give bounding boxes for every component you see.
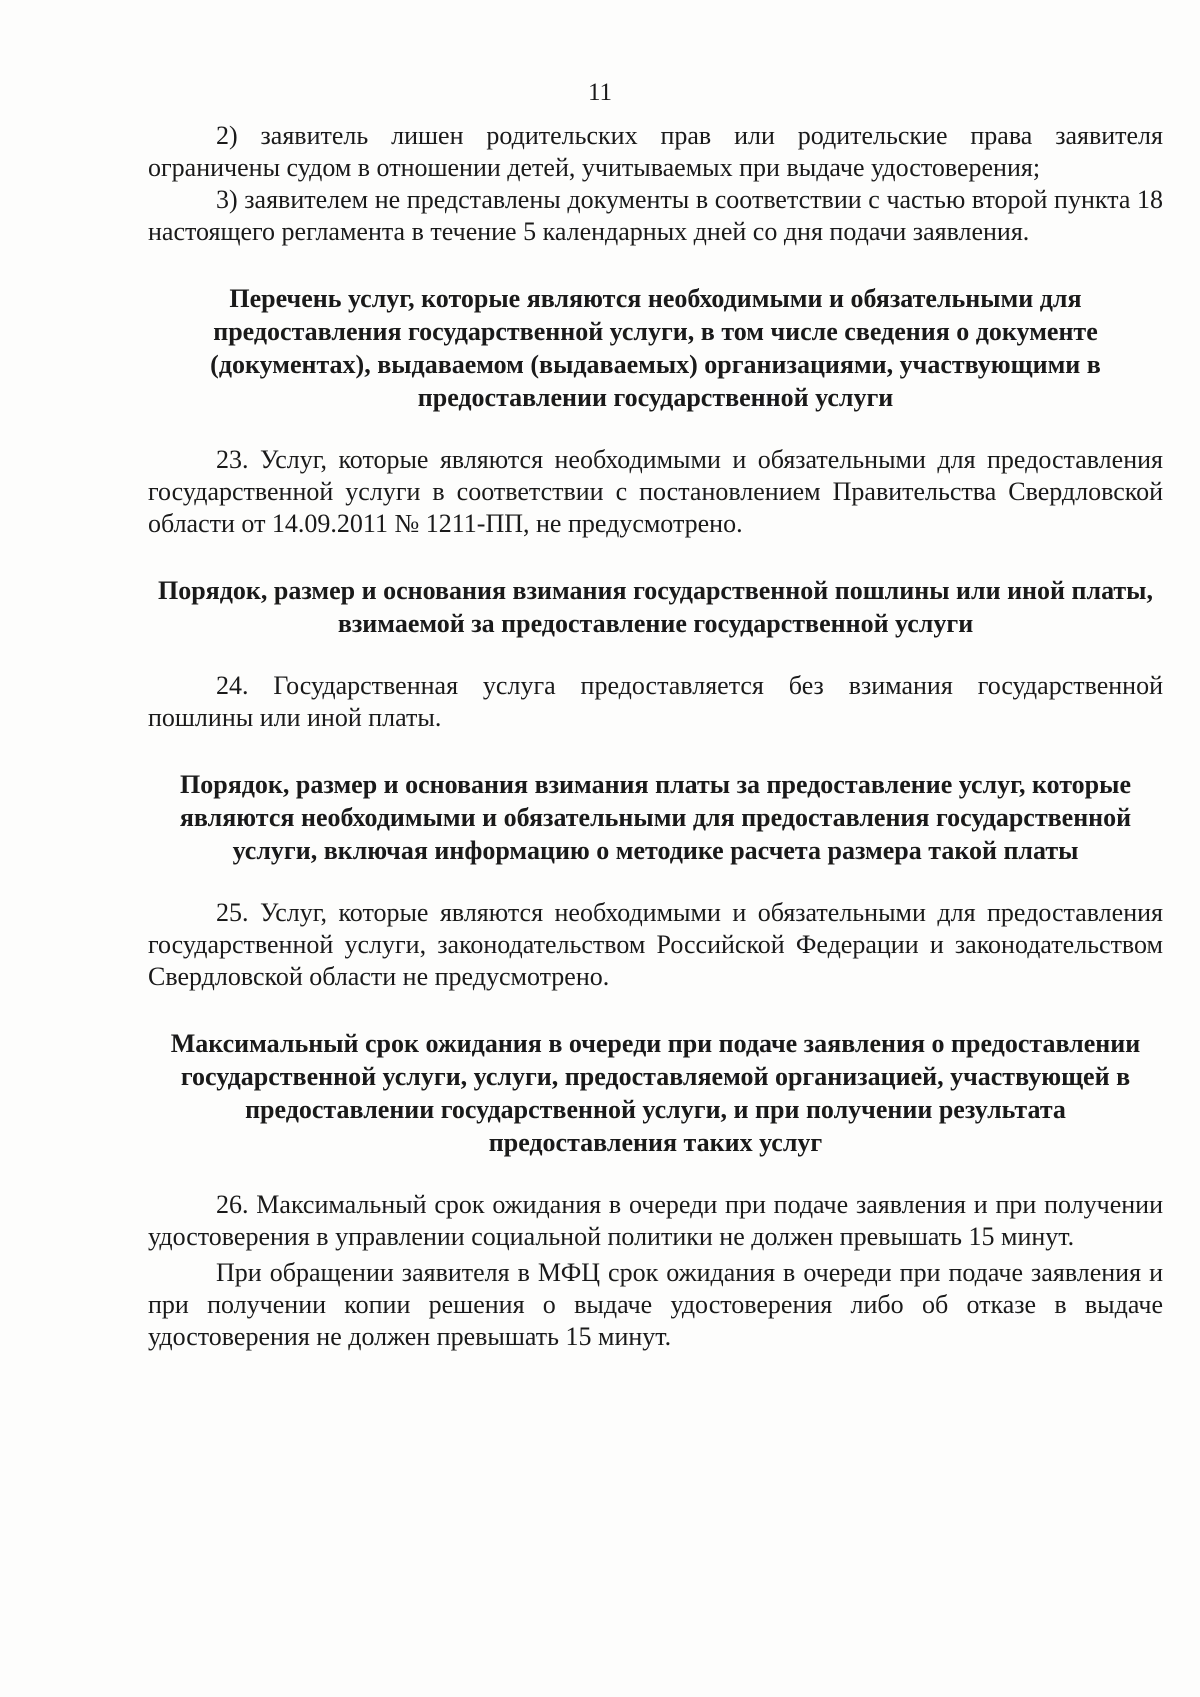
paragraph-item-2: 2) заявитель лишен родительских прав или родительские права заявителя ограничены судом в отношении детей, учитываемых при выдаче удостоверения; bbox=[148, 121, 1163, 182]
paragraph-24: 24. Государственная услуга предоставляется без взимания государственной пошлины или иной платы. bbox=[148, 671, 1163, 732]
paragraph-26-mfc: При обращении заявителя в МФЦ срок ожидания в очереди при подаче заявления и при получении копии решения о выдаче удостоверения либо об отказе в выдаче удостоверения не должен превышать 15 минут. bbox=[148, 1258, 1163, 1351]
section-heading-required-services: Перечень услуг, которые являются необходимыми и обязательными для предоставления государственной услуги, в том числе сведения о документе (документах), выдаваемом (выдаваемых) организациями, участвующими в предоставлении государственной услуги bbox=[210, 284, 1101, 412]
paragraph-26: 26. Максимальный срок ожидания в очереди при подаче заявления и при получении удостоверения в управлении социальной политики не должен превышать 15 минут. bbox=[148, 1190, 1163, 1251]
paragraph-item-3: 3) заявителем не представлены документы в соответствии с частью второй пункта 18 настоящего регламента в течение 5 календарных дней со дня подачи заявления. bbox=[148, 185, 1163, 246]
paragraph-23: 23. Услуг, которые являются необходимыми и обязательными для предоставления государственной услуги в соответствии с постановлением Правительства Свердловской области от 14.09.2011 № 1211-ПП, не предусмотрено. bbox=[148, 445, 1163, 538]
section-heading-fee-procedure: Порядок, размер и основания взимания платы за предоставление услуг, которые являются необходимыми и обязательными для предоставления государственной услуги, включая информацию о методике расчета размера такой платы bbox=[179, 770, 1132, 865]
page-number: 11 bbox=[587, 79, 613, 106]
section-heading-max-wait-time: Максимальный срок ожидания в очереди при подаче заявления о предоставлении государственной услуги, услуги, предоставляемой организацией, участвующей в предоставлении государственной услуги, и при получении результата предоставления таких услуг bbox=[170, 1029, 1141, 1157]
paragraph-25: 25. Услуг, которые являются необходимыми и обязательными для предоставления государственной услуги, законодательством Российской Федерации и законодательством Свердловской области не предусмотрено. bbox=[148, 898, 1163, 991]
section-heading-state-duty: Порядок, размер и основания взимания государственной пошлины или иной платы, взимаемой за предоставление государственной услуги bbox=[158, 576, 1153, 638]
page-content bbox=[148, 120, 1163, 1353]
